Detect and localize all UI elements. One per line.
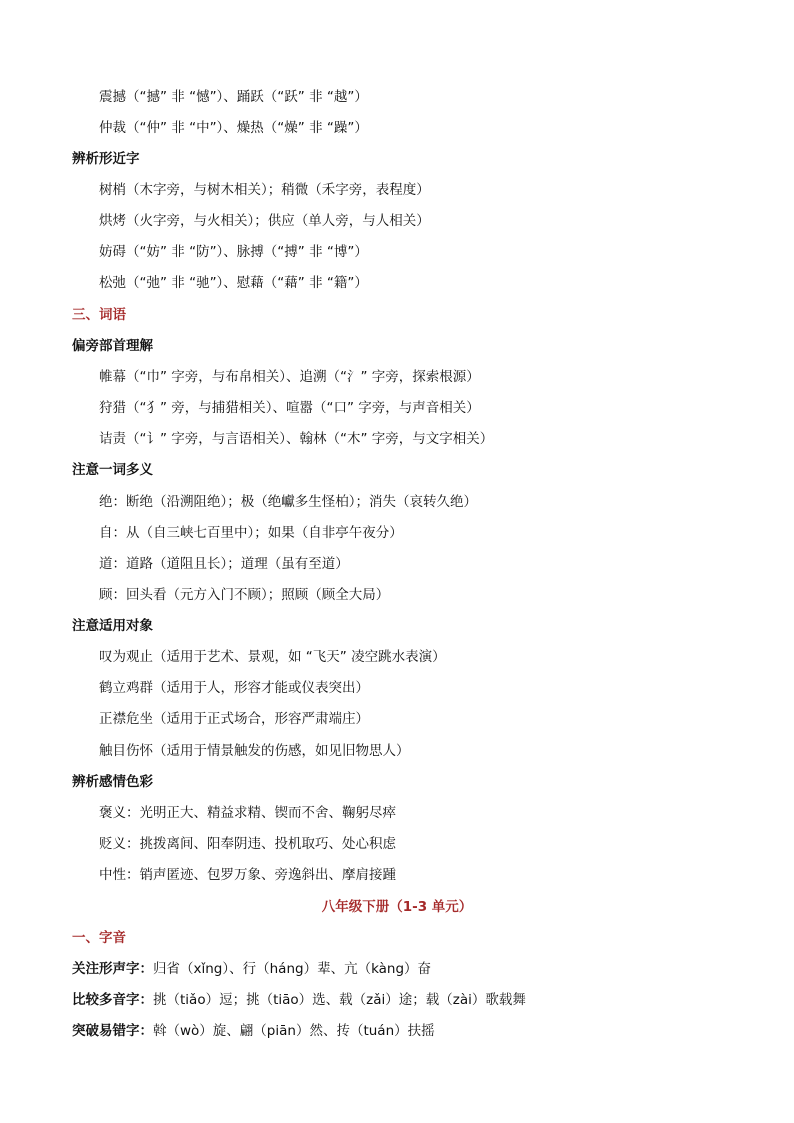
- text-line: 自：从（自三峡七百里中）；如果（自非亭午夜分）: [99, 525, 403, 541]
- text-line: 褒义：光明正大、精益求精、锲而不舍、鞠躬尽瘁: [99, 805, 396, 821]
- text-line: 顾：回头看（元方入门不顾）；照顾（顾全大局）: [99, 587, 390, 603]
- subheading: 注意一词多义: [72, 462, 153, 478]
- section-heading: 三、词语: [72, 307, 126, 323]
- text-line: 帷幕（“巾” 字旁，与布帛相关）、追溯（“氵” 字旁，探索根源）: [99, 369, 480, 385]
- text-line: 烘烤（火字旁，与火相关）；供应（单人旁，与人相关）: [99, 213, 430, 229]
- subheading: 偏旁部首理解: [72, 338, 153, 354]
- text-line: 贬义：挑拨离间、阳奉阴违、投机取巧、处心积虑: [99, 836, 396, 852]
- line-text: 斡（wò）旋、翩（piān）然、抟（tuán）扶摇: [153, 1023, 435, 1039]
- text-line: 触目伤怀（适用于情景触发的伤感，如见旧物思人）: [99, 743, 410, 759]
- text-line: 鹤立鸡群（适用于人，形容才能或仪表突出）: [99, 680, 369, 696]
- subheading: 辨析形近字: [72, 151, 140, 167]
- line-text: 归省（xǐng）、行（háng）辈、亢（kàng）奋: [153, 961, 432, 977]
- line-label: 关注形声字：: [72, 961, 153, 977]
- text-line: 诘责（“讠” 字旁，与言语相关）、翰林（“木” 字旁，与文字相关）: [99, 431, 494, 447]
- section-heading: 一、字音: [72, 930, 126, 946]
- text-line: 中性：销声匿迹、包罗万象、旁逸斜出、摩肩接踵: [99, 867, 396, 883]
- text-line: 狩猎（“犭” 旁，与捕猎相关）、喧嚣（“口” 字旁，与声音相关）: [99, 400, 480, 416]
- labeled-line: [72, 991, 526, 1009]
- text-line: 叹为观止（适用于艺术、景观，如 “飞天” 凌空跳水表演）: [99, 649, 446, 665]
- labeled-line: [72, 960, 431, 978]
- line-text: 挑（tiǎo）逗；挑（tiāo）选、载（zǎi）途；载（zài）歌载舞: [153, 992, 526, 1008]
- page-title: 八年级下册（1-3 单元）: [321, 899, 473, 915]
- text-line: 妨碍（“妨” 非 “防”）、脉搏（“搏” 非 “博”）: [99, 244, 368, 260]
- subheading: 辨析感情色彩: [72, 774, 153, 790]
- text-line: 树梢（木字旁，与树木相关）；稍微（禾字旁，表程度）: [99, 182, 430, 198]
- text-line: 道：道路（道阻且长）；道理（虽有至道）: [99, 556, 349, 572]
- text-line: 仲裁（“仲” 非 “中”）、燥热（“燥” 非 “躁”）: [99, 120, 368, 136]
- text-line: 绝：断绝（沿溯阻绝）；极（绝巘多生怪柏）；消失（哀转久绝）: [99, 494, 477, 510]
- line-label: 突破易错字：: [72, 1023, 153, 1039]
- subheading: 注意适用对象: [72, 618, 153, 634]
- text-line: 震撼（“撼” 非 “憾”）、踊跃（“跃” 非 “越”）: [99, 89, 368, 105]
- text-line: 松弛（“弛” 非 “驰”）、慰藉（“藉” 非 “籍”）: [99, 275, 368, 291]
- labeled-line: [72, 1022, 435, 1040]
- line-label: 比较多音字：: [72, 992, 153, 1008]
- text-line: 正襟危坐（适用于正式场合，形容严肃端庄）: [99, 711, 369, 727]
